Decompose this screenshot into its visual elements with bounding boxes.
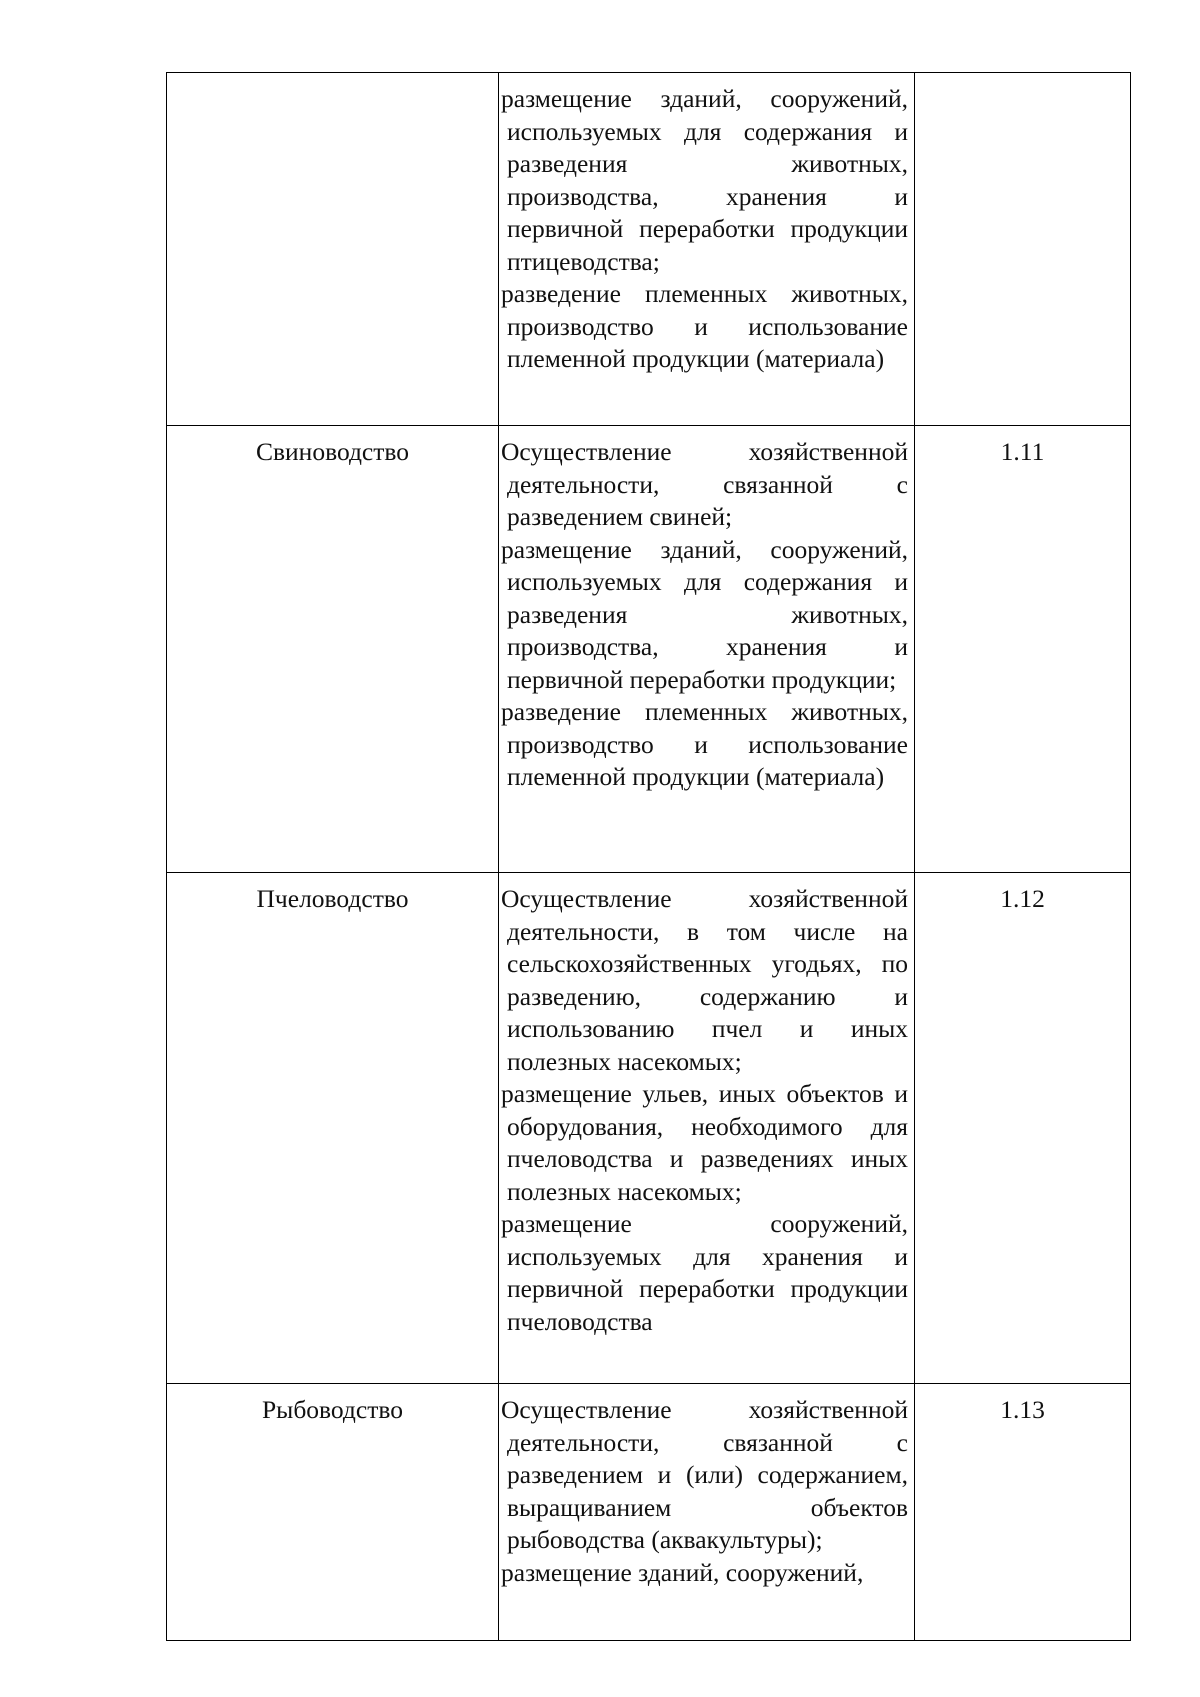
use-description-cell — [499, 1384, 915, 1641]
use-description-cell — [499, 73, 915, 426]
use-description-cell — [499, 426, 915, 873]
use-name-cell: Рыбоводство — [167, 1384, 499, 1641]
table-row — [167, 426, 1131, 873]
use-code-cell — [915, 73, 1131, 426]
description-paragraph: разведение племенных животных, производство и использование племенной продукции (материала) — [501, 697, 908, 791]
use-code-cell: 1.13 — [915, 1384, 1131, 1641]
description-paragraph: разведение племенных животных, производство и использование племенной продукции (материала) — [501, 279, 908, 373]
use-name-cell — [167, 73, 499, 426]
use-name-cell: Свиноводство — [167, 426, 499, 873]
description-paragraph: размещение зданий, сооружений, используемых для содержания и разведения животных, производства, хранения и первичной переработки продукции птицеводства; — [501, 84, 908, 276]
description-paragraph: размещение ульев, иных объектов и оборудования, необходимого для пчеловодства и разведениях иных полезных насекомых; — [501, 1079, 908, 1206]
description-paragraph: размещение сооружений, используемых для хранения и первичной переработки продукции пчеловодства — [501, 1209, 908, 1336]
description-paragraph: Осуществление хозяйственной деятельности, связанной с разведением свиней; — [501, 437, 908, 531]
table-row — [167, 73, 1131, 426]
table-row — [167, 873, 1131, 1384]
use-description-cell — [499, 873, 915, 1384]
land-use-table — [166, 72, 1131, 1641]
use-code-cell: 1.12 — [915, 873, 1131, 1384]
description-paragraph: размещение зданий, сооружений, используемых для содержания и разведения животных, производства, хранения и первичной переработки продукции; — [501, 534, 908, 694]
description-paragraph: Осуществление хозяйственной деятельности, в том числе на сельскохозяйственных угодьях, по разведению, содержанию и использованию пчел и иных полезных насекомых; — [501, 884, 908, 1076]
description-paragraph: размещение зданий, сооружений, — [501, 1557, 864, 1587]
use-code-cell: 1.11 — [915, 426, 1131, 873]
description-paragraph: Осуществление хозяйственной деятельности, связанной с разведением и (или) содержанием, выращиванием объектов рыбоводства (аквакультуры); — [501, 1395, 908, 1554]
table-row — [167, 1384, 1131, 1641]
use-name-cell: Пчеловодство — [167, 873, 499, 1384]
